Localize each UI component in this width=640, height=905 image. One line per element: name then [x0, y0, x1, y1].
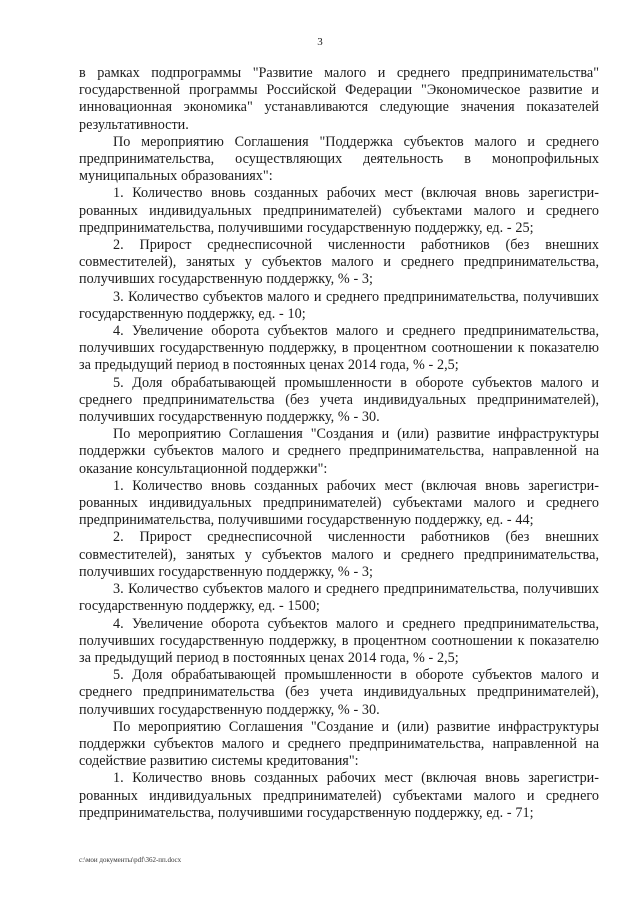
list-item: 2. Прирост среднесписочной численности работников (без внешних совместителей), занятых у субъектов малого и среднего предпринимательства, получивших государственную поддержку, % - 3; [79, 237, 599, 288]
list-item: 2. Прирост среднесписочной численности работников (без внешних совместителей), занятых у субъектов малого и среднего предпринимательства, получивших государственную поддержку, % - 3; [79, 529, 599, 580]
paragraph-measure-consulting: По мероприятию Соглашения "Создания и (или) развитие инфраструктуры поддержки субъектов малого и среднего предпринимательства, направленной на оказание консультационной поддержки": [79, 426, 599, 477]
list-item: 1. Количество вновь созданных рабочих мест (включая вновь зарегистри-рованных индивидуальных предпринимателей) субъектами малого и среднего предпринимательства, получившими государственную поддержку, ед. - 25; [79, 185, 599, 236]
list-item: 4. Увеличение оборота субъектов малого и среднего предпринимательства, получивших государственную поддержку, в процентном соотношении к показателю за предыдущий период в постоянных ценах 2014 года, % - 2,5; [79, 615, 599, 666]
list-item: 1. Количество вновь созданных рабочих мест (включая вновь зарегистри-рованных индивидуальных предпринимателей) субъектами малого и среднего предпринимательства, получившими государственную поддержку, ед. - 44; [79, 477, 599, 529]
list-item: 3. Количество субъектов малого и среднего предпринимательства, получивших государственную поддержку, ед. - 10; [79, 288, 599, 322]
list-item: 5. Доля обрабатывающей промышленности в обороте субъектов малого и среднего предпринимательства (без учета индивидуальных предпринимателей), получивших государственную поддержку, % - 30. [79, 374, 599, 426]
file-path-footer: c:\мои документы\pdf\362-пп.docx [79, 856, 182, 864]
document-body [79, 65, 599, 822]
list-item: 3. Количество субъектов малого и среднего предпринимательства, получивших государственную поддержку, ед. - 1500; [79, 581, 599, 615]
list-item: 4. Увеличение оборота субъектов малого и среднего предпринимательства, получивших государственную поддержку, в процентном соотношении к показателю за предыдущий период в постоянных ценах 2014 года, % - 2,5; [79, 323, 599, 374]
paragraph-measure-monotowns: По мероприятию Соглашения "Поддержка субъектов малого и среднего предпринимательства, осуществляющих деятельность в монопрофильных муниципальных образованиях": [79, 133, 599, 185]
paragraph-intro: в рамках подпрограммы "Развитие малого и среднего предпринимательства" государственной программы Российской Федерации "Экономическое развитие и инновационная экономика" устанавливаются следующие значения показателей результативности. [79, 65, 599, 133]
page-number: 3 [317, 36, 323, 48]
paragraph-measure-credit: По мероприятию Соглашения "Создание и (или) развитие инфраструктуры поддержки субъектов малого и среднего предпринимательства, направленной на содействие развитию системы кредитования": [79, 718, 599, 770]
list-item: 1. Количество вновь созданных рабочих мест (включая вновь зарегистри-рованных индивидуальных предпринимателей) субъектами малого и среднего предпринимательства, получившими государственную поддержку, ед. - 71; [79, 770, 599, 821]
list-item: 5. Доля обрабатывающей промышленности в обороте субъектов малого и среднего предпринимательства (без учета индивидуальных предпринимателей), получивших государственную поддержку, % - 30. [79, 667, 599, 718]
